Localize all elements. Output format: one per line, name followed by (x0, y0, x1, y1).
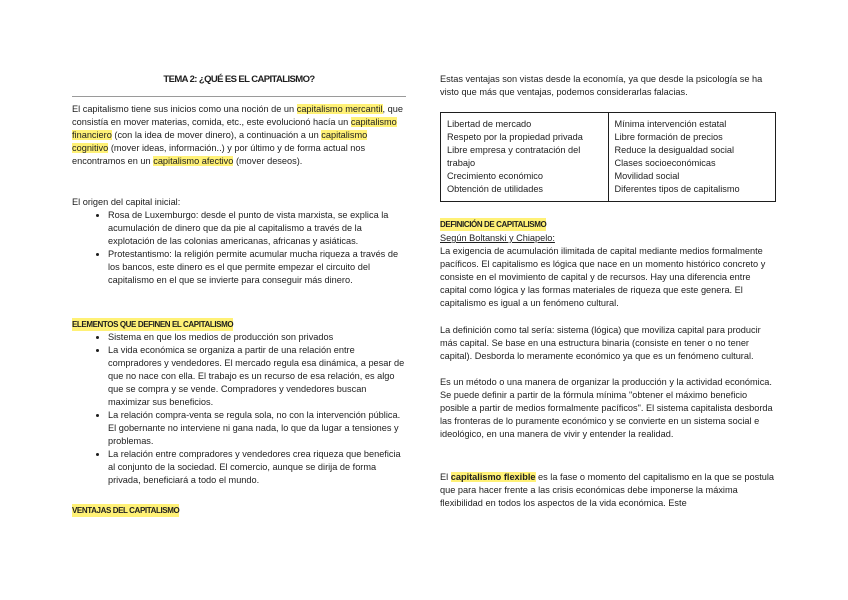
table-cell-item: Reduce la desigualdad social (614, 145, 735, 155)
definition-paragraph-3: Es un método o una manera de organizar la producción y la actividad económica. Se puede definir a partir de la fórmula mínima "obtener el máximo beneficio posible a partir de medios formalmente pacíficos". El sistema capitalista desborda las fronteras de lo puramente económico y se convierte en un sistema social e ideológico, en una manera de vivir y entender la realidad. (440, 377, 773, 439)
highlight-capitalismo-financiero: capitalismo financiero (72, 117, 397, 140)
intro-text-2: , que consistía en mover materias, comida, etc., este evolucionó hacía un (72, 104, 403, 127)
origin-list (72, 209, 406, 287)
flexible-text-2: es la fase o momento del capitalismo en la que se postula que para hacer frente a las crisis económicas debe imponerse la máxima flexibilidad en todos los aspectos de la vida económica. Este (440, 472, 775, 508)
list-item: • Rosa de Luxemburgo: desde el punto de vista marxista, se explica la acumulación de dinero que da pie al capitalismo a través de la explotación de las colonias americanas, africanas y asiáticas. (108, 209, 406, 248)
table-cell-item: Crecimiento económico (447, 171, 543, 181)
intro-paragraph (72, 103, 406, 168)
advantages-left-cell (441, 113, 609, 202)
table-cell-item: Clases socioeconómicas (614, 158, 716, 168)
intro-text-3: (con la idea de mover dinero), a continuación a un (111, 130, 322, 140)
advantages-intro: Estas ventajas son vistas desde la economía, ya que desde la psicología se ha visto que más que ventajas, podemos considerarlas falacias. (440, 74, 763, 97)
table-cell-item: Respeto por la propiedad privada (447, 132, 583, 142)
intro-text-1: El capitalismo tiene sus inicios como una noción de un (72, 104, 297, 114)
list-item: • La vida económica se organiza a partir de una relación entre compradores y vendedores. El mercado regula esa dinámica, a pesar de que no nace con ella. El trabajo es un recurso de esa relación, es algo que se compra y se vende. Compradores y vendedores buscan maximizar sus beneficios. (108, 344, 406, 409)
definition-heading (440, 218, 546, 231)
table-cell-item: Obtención de utilidades (447, 184, 544, 194)
origin-heading: El origen del capital inicial: (72, 197, 181, 207)
flexible-text-1: El (440, 472, 451, 482)
list-item: • La relación compra-venta se regula sola, no con la intervención pública. El gobernante no interviene ni gana nada, lo que da lugar a tensiones y problemas. (108, 409, 406, 448)
highlight-capitalismo-cognitivo: capitalismo cognitivo (72, 130, 368, 153)
elements-heading (72, 318, 233, 331)
list-item: • Sistema en que los medios de producción son privados (108, 331, 406, 344)
flexible-paragraph (440, 471, 776, 510)
definition-subheading: Según Boltanski y Chiapelo: (440, 233, 555, 243)
table-cell-item: Libertad de mercado (447, 119, 532, 129)
definition-heading-text: DEFINICIÓN DE CAPITALISMO (440, 220, 547, 229)
page-title: TEMA 2: ¿QUÉ ES EL CAPITALISMO? (163, 74, 315, 85)
advantages-heading (72, 504, 179, 517)
list-item: • La relación entre compradores y vendedores crea riqueza que beneficia al conjunto de la sociedad. El comercio, aunque se dirija de forma privada, beneficiará a todo el mundo. (108, 448, 406, 487)
highlight-capitalismo-mercantil: capitalismo mercantil (296, 104, 383, 114)
elements-heading-text: ELEMENTOS QUE DEFINEN EL CAPITALISMO (72, 320, 234, 329)
highlight-capitalismo-flexible: capitalismo flexible (450, 472, 536, 482)
table-cell-item: Libre formación de precios (614, 132, 723, 142)
advantages-table (440, 112, 776, 202)
table-cell-item: Libre empresa y contratación del trabajo (447, 145, 581, 168)
list-item: • Protestantismo: la religión permite acumular mucha riqueza a través de los bancos, este dinero es el que permite empezar el circuito del capitalismo en el que se invierte para conseguir más dinero. (108, 248, 406, 287)
title-divider (72, 96, 406, 97)
definition-paragraph-2: La definición como tal sería: sistema (lógica) que moviliza capital para producir más capital. Se base en una estructura binaria (consiste en tener o no tener capital). Desborda lo meramente económico ya que es un fenómeno cultural. (440, 325, 761, 361)
table-cell-item: Diferentes tipos de capitalismo (614, 184, 740, 194)
intro-text-5: (mover deseos). (233, 156, 303, 166)
table-cell-item: Mínima intervención estatal (614, 119, 727, 129)
advantages-right-cell (608, 113, 776, 202)
elements-list (72, 331, 406, 487)
intro-text-4: (mover ideas, información..) y por último y de forma actual nos encontramos en un (72, 143, 366, 166)
table-row (441, 113, 776, 202)
highlight-capitalismo-afectivo: capitalismo afectivo (153, 156, 234, 166)
advantages-heading-text: VENTAJAS DEL CAPITALISMO (72, 506, 180, 515)
table-cell-item: Movilidad social (614, 171, 680, 181)
definition-paragraph-1: La exigencia de acumulación ilimitada de capital mediante medios formalmente pacíficos. El capitalismo es lógica que nace en un momento histórico concreto y consiste en el movimiento de capital y de recursos. Hay una diferencia entre capital como lógica y las formas materiales de riqueza que este genera. El capitalismo es igual a un fenómeno cultural. (440, 246, 766, 308)
